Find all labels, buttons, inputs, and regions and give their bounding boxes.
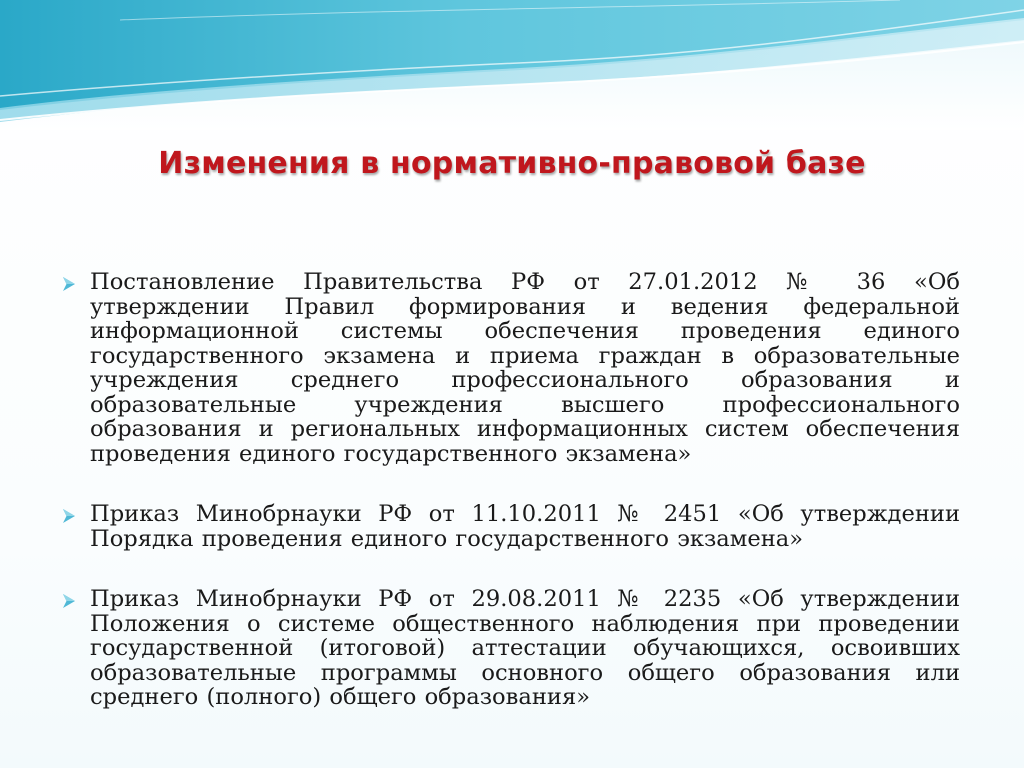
wave-decoration-icon [0,0,1024,130]
bullet-list [60,270,960,746]
arrow-bullet-icon [60,507,78,525]
list-item [60,270,960,466]
slide-title: Изменения в нормативно-правовой базе [158,146,866,181]
arrow-bullet-icon [60,592,78,610]
list-item-text: Приказ Минобрнауки РФ от 29.08.2011 № 2235 «Об утверждении Положения о системе общественного наблюдения при проведении государственной (итоговой) аттестации обучающихся, освоивших образовательные программы основного общего образования или среднего (полного) общего образования» [90,586,960,710]
list-item-text: Постановление Правительства РФ от 27.01.2012 № 36 «Об утверждении Правил формирования и ведения федеральной информационной системы обеспечения проведения единого государственного экзамена и приема граждан в образовательные учреждения среднего профессионального образования и образовательные учреждения высшего профессионального образования и региональных информационных систем обеспечения проведения единого государственного экзамена» [90,269,960,467]
list-item [60,587,960,710]
list-item [60,502,960,551]
list-item-text: Приказ Минобрнауки РФ от 11.10.2011 № 2451 «Об утверждении Порядка проведения единого государственного экзамена» [90,501,960,552]
arrow-bullet-icon [60,275,78,293]
